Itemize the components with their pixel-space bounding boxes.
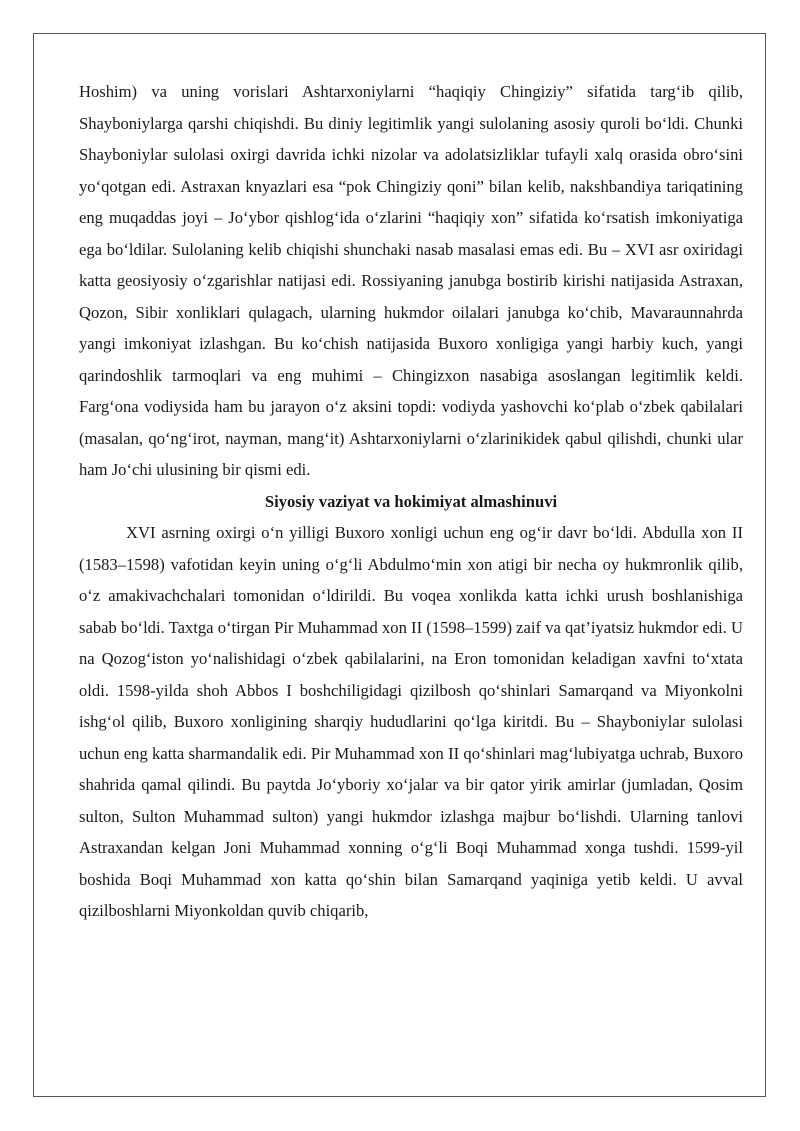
document-body	[79, 76, 743, 927]
page-frame	[33, 33, 766, 1097]
paragraph-1: Hoshim) va uning vorislari Ashtarxoniylarni “haqiqiy Chingiziy” sifatida targ‘ib qilib, Shayboniylarga qarshi chiqishdi. Bu diniy legitimlik yangi sulolaning asosiy quroli bo‘ldi. Chunki Shayboniylar sulolasi oxirgi davrida ichki nizolar va adolatsizliklar tufayli xalq orasida obro‘sini yo‘qotgan edi. Astraxan knyazlari esa “pok Chingiziy qoni” bilan kelib, nakshbandiya tariqatining eng muqaddas joyi – Jo‘ybor qishlog‘ida o‘zlarini “haqiqiy xon” sifatida ko‘rsatish imkoniyatiga ega bo‘ldilar. Sulolaning kelib chiqishi shunchaki nasab masalasi emas edi. Bu – XVI asr oxiridagi katta geosiyosiy o‘zgarishlar natijasi edi. Rossiyaning janubga bostirib kirishi natijasida Astraxan, Qozon, Sibir xonliklari qulagach, ularning hukmdor oilalari janubga ko‘chib, Mavaraunnahrda yangi imkoniyat izlashgan. Bu ko‘chish natijasida Buxoro xonligiga yangi harbiy kuch, yangi qarindoshlik tarmoqlari va eng muhimi – Chingizxon nasabiga asoslangan legitimlik keldi. Farg‘ona vodiysida ham bu jarayon o‘z aksini topdi: vodiyda yashovchi ko‘plab o‘zbek qabilalari (masalan, qo‘ng‘irot, nayman, mang‘it) Ashtarxoniylarni o‘zlarinikidek qabul qilishdi, chunki ular ham Jo‘chi ulusining bir qismi edi.	[79, 82, 743, 479]
section-heading: Siyosiy vaziyat va hokimiyat almashinuvi	[264, 491, 558, 511]
paragraph-2: XVI asrning oxirgi o‘n yilligi Buxoro xonligi uchun eng og‘ir davr bo‘ldi. Abdulla xon II (1583–1598) vafotidan keyin uning o‘g‘li Abdulmo‘min xon atigi bir necha oy hukmronlik qilib, o‘z amakivachchalari tomonidan o‘ldirildi. Bu voqea xonlikda katta ichki urush boshlanishiga sabab bo‘ldi. Taxtga o‘tirgan Pir Muhammad xon II (1598–1599) zaif va qat’iyatsiz hukmdor edi. U na Qozog‘iston yo‘nalishidagi o‘zbek qabilalarini, na Eron tomonidan keladigan xavfni to‘xtata oldi. 1598-yilda shoh Abbos I boshchiligidagi qizilbosh qo‘shinlari Samarqand va Miyonkolni ishg‘ol qilib, Buxoro xonligining sharqiy hududlarini qo‘lga kiritdi. Bu – Shayboniylar sulolasi uchun eng katta sharmandalik edi. Pir Muhammad xon II qo‘shinlari mag‘lubiyatga uchrab, Buxoro shahrida qamal qilindi. Bu paytda Jo‘yboriy xo‘jalar va bir qator yirik amirlar (jumladan, Qosim sulton, Sulton Muhammad sulton) yangi hukmdor izlashga majbur bo‘lishdi. Ularning tanlovi Astraxandan kelgan Joni Muhammad xonning o‘g‘li Boqi Muhammad xonga tushdi. 1599-yil boshida Boqi Muhammad xon katta qo‘shin bilan Samarqand yaqiniga yetib keldi. U avval qizilboshlarni Miyonkoldan quvib chiqarib,	[79, 523, 743, 920]
